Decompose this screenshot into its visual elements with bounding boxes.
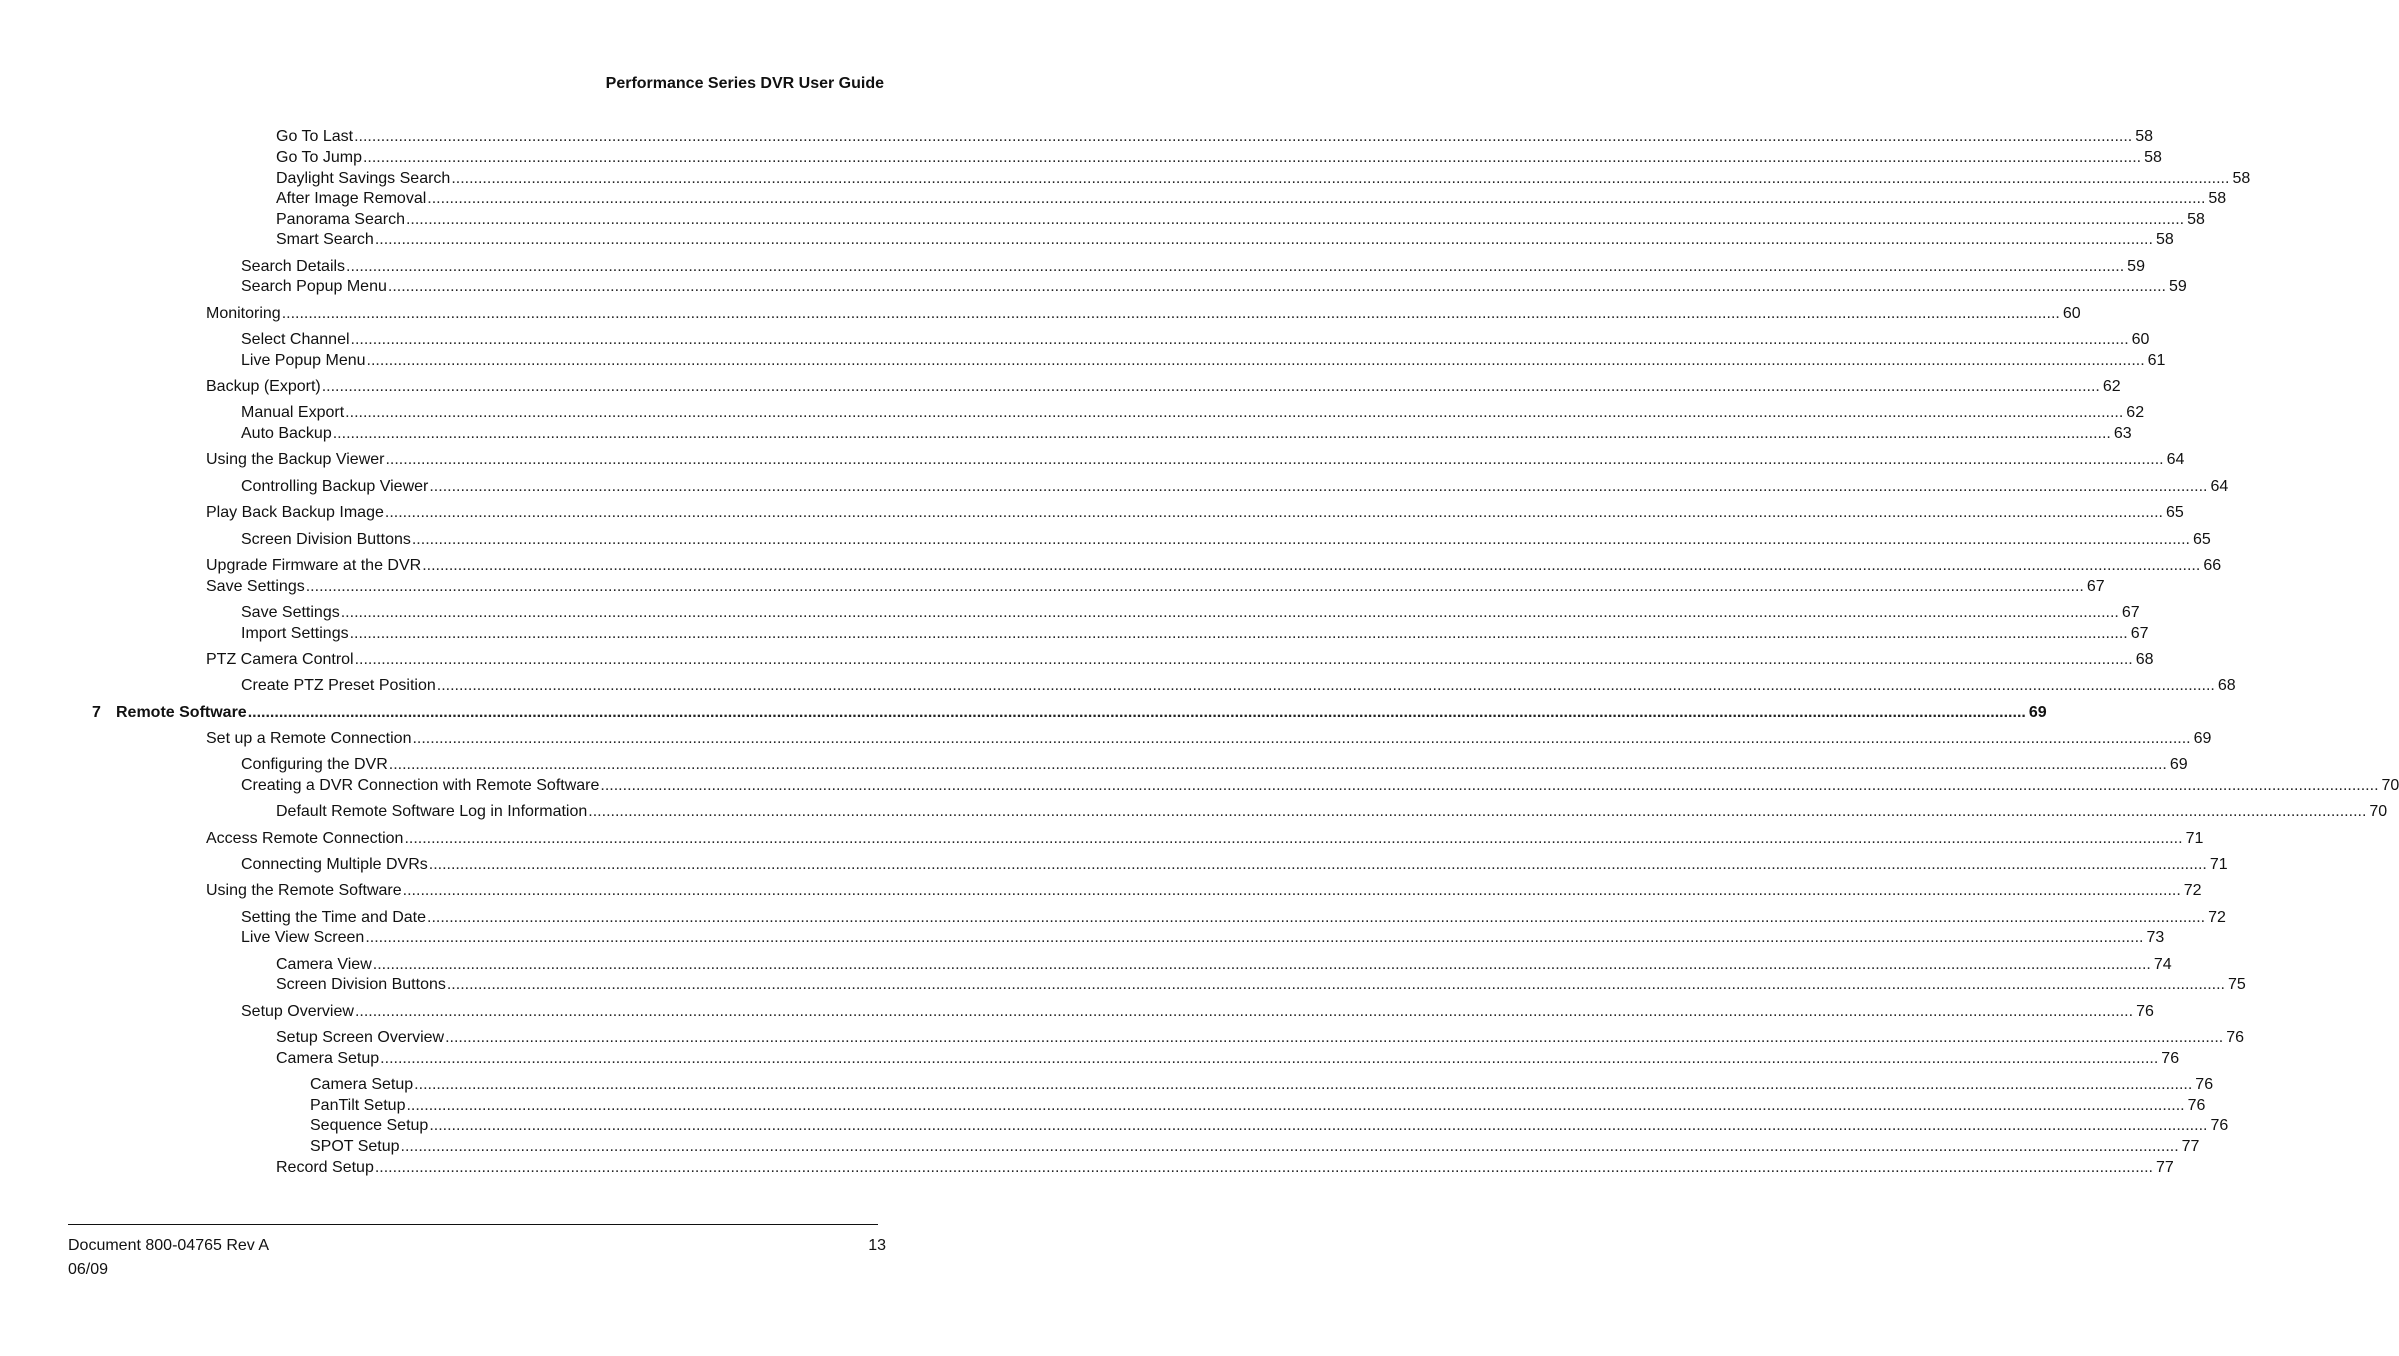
toc-page-number: 70 [2381, 777, 2399, 794]
toc-entry[interactable] [276, 127, 2154, 147]
toc-dot-leader: ................................................................................................................................................................................................................................................................................................................................................................................................................ [404, 830, 2183, 847]
toc-dot-leader: ................................................................................................................................................................................................................................................................................................................................................................................................................ [374, 231, 2153, 248]
toc-dot-leader: ................................................................................................................................................................................................................................................................................................................................................................................................................ [247, 704, 2026, 721]
toc-page-number: 59 [2169, 278, 2187, 295]
toc-dot-leader: ................................................................................................................................................................................................................................................................................................................................................................................................................ [305, 578, 2084, 595]
toc-page-number: 75 [2227, 976, 2246, 993]
toc-entry-title: Backup (Export) [206, 378, 321, 395]
toc-entry-title: Manual Export [241, 404, 345, 421]
toc-entry-title: Create PTZ Preset Position [241, 677, 436, 694]
toc-page-number: 63 [2113, 425, 2132, 442]
toc-entry[interactable] [310, 1096, 2206, 1116]
toc-page-number: 77 [2181, 1138, 2200, 1155]
toc-dot-leader: ................................................................................................................................................................................................................................................................................................................................................................................................................ [374, 1159, 2153, 1176]
toc-entry[interactable] [206, 577, 2105, 597]
toc-entry-title: Setting the Time and Date [241, 909, 426, 926]
toc-entry-title: Camera Setup [310, 1076, 414, 1093]
toc-page-number: 58 [2144, 149, 2162, 166]
toc-entry[interactable] [276, 210, 2205, 230]
document-number: Document 800-04765 Rev A [68, 1237, 270, 1254]
toc-entry[interactable] [241, 776, 2399, 796]
toc-dot-leader: ................................................................................................................................................................................................................................................................................................................................................................................................................ [429, 1117, 2208, 1134]
toc-entry[interactable] [241, 424, 2132, 444]
toc-page-number: 61 [2147, 352, 2166, 369]
toc-entry[interactable] [276, 169, 2251, 189]
toc-entry[interactable] [241, 603, 2140, 623]
toc-entry[interactable] [276, 802, 2388, 822]
toc-entry-title: Live View Screen [241, 929, 365, 946]
toc-entry-title: Upgrade Firmware at the DVR [206, 557, 422, 574]
toc-entry-title: Go To Last [276, 128, 354, 145]
toc-entry[interactable] [310, 1116, 2229, 1136]
toc-dot-leader: ................................................................................................................................................................................................................................................................................................................................................................................................................ [414, 1076, 2193, 1093]
toc-entry[interactable] [276, 1158, 2174, 1178]
toc-entry-title: Sequence Setup [310, 1117, 429, 1134]
toc-entry-title: Set up a Remote Connection [206, 730, 412, 747]
toc-entry-title: Smart Search [276, 231, 374, 248]
toc-entry[interactable] [241, 1002, 2154, 1022]
toc-page-number: 68 [2217, 677, 2236, 694]
toc-page-number: 71 [2209, 856, 2228, 873]
footer-document-info [68, 1234, 269, 1282]
toc-page-number: 67 [2086, 578, 2105, 595]
toc-entry-title: Auto Backup [241, 425, 332, 442]
toc-entry-title: Using the Backup Viewer [206, 451, 385, 468]
toc-dot-leader: ................................................................................................................................................................................................................................................................................................................................................................................................................ [346, 258, 2125, 275]
toc-dot-leader: ................................................................................................................................................................................................................................................................................................................................................................................................................ [365, 929, 2144, 946]
toc-entry-title: PTZ Camera Control [206, 651, 354, 668]
toc-page-number: 72 [2183, 882, 2202, 899]
toc-dot-leader: ................................................................................................................................................................................................................................................................................................................................................................................................................ [388, 756, 2167, 773]
toc-dot-leader: ................................................................................................................................................................................................................................................................................................................................................................................................................ [345, 404, 2124, 421]
toc-page-number: 64 [2166, 451, 2185, 468]
toc-entry-title: Record Setup [276, 1159, 374, 1176]
toc-page-number: 65 [2166, 504, 2184, 521]
toc-entry-title: After Image Removal [276, 190, 427, 207]
toc-page-number: 76 [2210, 1117, 2229, 1134]
toc-entry[interactable] [276, 1049, 2180, 1069]
toc-dot-leader: ................................................................................................................................................................................................................................................................................................................................................................................................................ [350, 331, 2129, 348]
toc-chapter-number: 7 [92, 704, 101, 721]
toc-page-number: 58 [2208, 190, 2227, 207]
toc-dot-leader: ................................................................................................................................................................................................................................................................................................................................................................................................................ [354, 1003, 2134, 1020]
toc-entry[interactable] [276, 1028, 2244, 1048]
toc-entry[interactable] [276, 975, 2246, 995]
toc-entry[interactable] [206, 503, 2184, 523]
toc-entry-title: SPOT Setup [310, 1138, 400, 1155]
toc-entry-title: Creating a DVR Connection with Remote Software [241, 777, 600, 794]
toc-page-number: 69 [2193, 730, 2212, 747]
toc-dot-leader: ................................................................................................................................................................................................................................................................................................................................................................................................................ [427, 909, 2206, 926]
toc-entry[interactable] [276, 955, 2172, 975]
toc-dot-leader: ................................................................................................................................................................................................................................................................................................................................................................................................................ [422, 557, 2201, 574]
toc-entry-title: Camera Setup [276, 1050, 380, 1067]
toc-dot-leader: ................................................................................................................................................................................................................................................................................................................................................................................................................ [349, 625, 2128, 642]
toc-dot-leader: ................................................................................................................................................................................................................................................................................................................................................................................................................ [332, 425, 2111, 442]
toc-dot-leader: ................................................................................................................................................................................................................................................................................................................................................................................................................ [387, 278, 2166, 295]
toc-entry[interactable] [206, 377, 2121, 397]
toc-page-number: 58 [2155, 231, 2174, 248]
toc-chapter-entry[interactable] [92, 703, 2047, 723]
toc-entry-title: Remote Software [116, 704, 247, 721]
toc-entry[interactable] [206, 450, 2185, 470]
toc-entry-title: Camera View [276, 956, 372, 973]
toc-entry[interactable] [241, 477, 2229, 497]
toc-entry[interactable] [241, 624, 2149, 644]
toc-entry-title: Setup Overview [241, 1003, 354, 1020]
toc-dot-leader: ................................................................................................................................................................................................................................................................................................................................................................................................................ [600, 777, 2379, 794]
toc-dot-leader: ................................................................................................................................................................................................................................................................................................................................................................................................................ [354, 651, 2133, 668]
toc-page-number: 67 [2121, 604, 2140, 621]
toc-entry[interactable] [241, 277, 2187, 297]
toc-entry-title: Connecting Multiple DVRs [241, 856, 428, 873]
toc-page-number: 69 [2169, 756, 2188, 773]
toc-entry-title: Live Popup Menu [241, 352, 366, 369]
toc-entry[interactable] [206, 650, 2154, 670]
toc-page-number: 67 [2130, 625, 2149, 642]
toc-entry-title: Save Settings [206, 578, 305, 595]
toc-page-number: 60 [2062, 305, 2081, 322]
toc-entry[interactable] [310, 1075, 2214, 1095]
toc-dot-leader: ................................................................................................................................................................................................................................................................................................................................................................................................................ [321, 378, 2100, 395]
toc-dot-leader: ................................................................................................................................................................................................................................................................................................................................................................................................................ [429, 478, 2208, 495]
toc-entry-title: Play Back Backup Image [206, 504, 384, 521]
toc-dot-leader: ................................................................................................................................................................................................................................................................................................................................................................................................................ [384, 504, 2163, 521]
toc-dot-leader: ................................................................................................................................................................................................................................................................................................................................................................................................................ [405, 211, 2185, 228]
toc-dot-leader: ................................................................................................................................................................................................................................................................................................................................................................................................................ [402, 882, 2181, 899]
toc-page-number: 58 [2232, 170, 2251, 187]
toc-entry-title: Default Remote Software Log in Information [276, 803, 588, 820]
toc-entry[interactable] [276, 148, 2162, 168]
toc-page-number: 60 [2131, 331, 2150, 348]
toc-page-number: 69 [2028, 704, 2047, 721]
toc-entry-title: Monitoring [206, 305, 281, 322]
toc-dot-leader: ................................................................................................................................................................................................................................................................................................................................................................................................................ [354, 128, 2133, 145]
toc-entry-title: Access Remote Connection [206, 830, 404, 847]
toc-entry[interactable] [310, 1137, 2200, 1157]
toc-entry-title: Import Settings [241, 625, 349, 642]
toc-page-number: 66 [2203, 557, 2222, 574]
toc-dot-leader: ................................................................................................................................................................................................................................................................................................................................................................................................................ [411, 531, 2190, 548]
toc-dot-leader: ................................................................................................................................................................................................................................................................................................................................................................................................................ [412, 730, 2191, 747]
toc-entry[interactable] [206, 729, 2212, 749]
toc-dot-leader: ................................................................................................................................................................................................................................................................................................................................................................................................................ [281, 305, 2060, 322]
footer-divider [68, 1224, 878, 1225]
toc-page-number: 70 [2369, 803, 2388, 820]
toc-dot-leader: ................................................................................................................................................................................................................................................................................................................................................................................................................ [445, 1029, 2224, 1046]
toc-entry-title: Go To Jump [276, 149, 362, 166]
toc-dot-leader: ................................................................................................................................................................................................................................................................................................................................................................................................................ [588, 803, 2367, 820]
toc-entry[interactable] [276, 230, 2174, 250]
toc-dot-leader: ................................................................................................................................................................................................................................................................................................................................................................................................................ [428, 856, 2207, 873]
toc-dot-leader: ................................................................................................................................................................................................................................................................................................................................................................................................................ [372, 956, 2151, 973]
toc-entry[interactable] [206, 829, 2204, 849]
toc-entry-title: Daylight Savings Search [276, 170, 451, 187]
toc-entry[interactable] [206, 304, 2081, 324]
document-date: 06/09 [68, 1261, 109, 1278]
toc-page-number: 62 [2102, 378, 2121, 395]
toc-page-number: 76 [2226, 1029, 2244, 1046]
toc-entry[interactable] [206, 556, 2222, 576]
toc-dot-leader: ................................................................................................................................................................................................................................................................................................................................................................................................................ [436, 677, 2215, 694]
toc-entry[interactable] [241, 403, 2145, 423]
toc-page-number: 74 [2153, 956, 2172, 973]
toc-dot-leader: ................................................................................................................................................................................................................................................................................................................................................................................................................ [340, 604, 2119, 621]
toc-entry-title: Panorama Search [276, 211, 405, 228]
toc-page-number: 72 [2208, 909, 2226, 926]
toc-page-number: 76 [2195, 1076, 2214, 1093]
toc-entry-title: Save Settings [241, 604, 340, 621]
toc-page-number: 59 [2127, 258, 2145, 275]
toc-entry-title: Select Channel [241, 331, 350, 348]
page-number: 13 [868, 1237, 886, 1254]
toc-dot-leader: ................................................................................................................................................................................................................................................................................................................................................................................................................ [385, 451, 2164, 468]
toc-page-number: 73 [2146, 929, 2165, 946]
toc-page-number: 65 [2192, 531, 2211, 548]
toc-dot-leader: ................................................................................................................................................................................................................................................................................................................................................................................................................ [366, 352, 2145, 369]
toc-entry[interactable] [241, 755, 2188, 775]
toc-entry[interactable] [241, 676, 2236, 696]
toc-entry[interactable] [241, 530, 2211, 550]
toc-entry[interactable] [241, 855, 2228, 875]
toc-dot-leader: ................................................................................................................................................................................................................................................................................................................................................................................................................ [446, 976, 2225, 993]
toc-dot-leader: ................................................................................................................................................................................................................................................................................................................................................................................................................ [406, 1097, 2185, 1114]
toc-page-number: 68 [2135, 651, 2154, 668]
toc-entry[interactable] [241, 928, 2165, 948]
toc-page-number: 77 [2155, 1159, 2174, 1176]
toc-entry-title: Search Details [241, 258, 346, 275]
toc-dot-leader: ................................................................................................................................................................................................................................................................................................................................................................................................................ [451, 170, 2230, 187]
toc-entry-title: Search Popup Menu [241, 278, 387, 295]
toc-page-number: 76 [2136, 1003, 2154, 1020]
toc-page-number: 71 [2185, 830, 2204, 847]
toc-page-number: 58 [2187, 211, 2205, 228]
toc-entry-title: Setup Screen Overview [276, 1029, 445, 1046]
toc-entry[interactable] [241, 351, 2166, 371]
toc-page-number: 76 [2161, 1050, 2180, 1067]
toc-page-number: 62 [2126, 404, 2145, 421]
toc-entry-title: Configuring the DVR [241, 756, 388, 773]
toc-entry[interactable] [276, 189, 2227, 209]
toc-entry[interactable] [241, 908, 2226, 928]
toc-page-number: 58 [2135, 128, 2154, 145]
toc-entry-title: Using the Remote Software [206, 882, 402, 899]
toc-entry[interactable] [241, 257, 2145, 277]
toc-entry-title: Screen Division Buttons [241, 531, 411, 548]
toc-entry[interactable] [206, 881, 2202, 901]
toc-page-number: 64 [2210, 478, 2229, 495]
toc-dot-leader: ................................................................................................................................................................................................................................................................................................................................................................................................................ [400, 1138, 2179, 1155]
toc-dot-leader: ................................................................................................................................................................................................................................................................................................................................................................................................................ [427, 190, 2206, 207]
running-header: Performance Series DVR User Guide [605, 75, 884, 92]
toc-entry[interactable] [241, 330, 2150, 350]
toc-entry-title: PanTilt Setup [310, 1097, 406, 1114]
toc-entry-title: Screen Division Buttons [276, 976, 446, 993]
toc-entry-title: Controlling Backup Viewer [241, 478, 429, 495]
toc-page-number: 76 [2187, 1097, 2206, 1114]
toc-dot-leader: ................................................................................................................................................................................................................................................................................................................................................................................................................ [362, 149, 2142, 166]
toc-dot-leader: ................................................................................................................................................................................................................................................................................................................................................................................................................ [380, 1050, 2159, 1067]
